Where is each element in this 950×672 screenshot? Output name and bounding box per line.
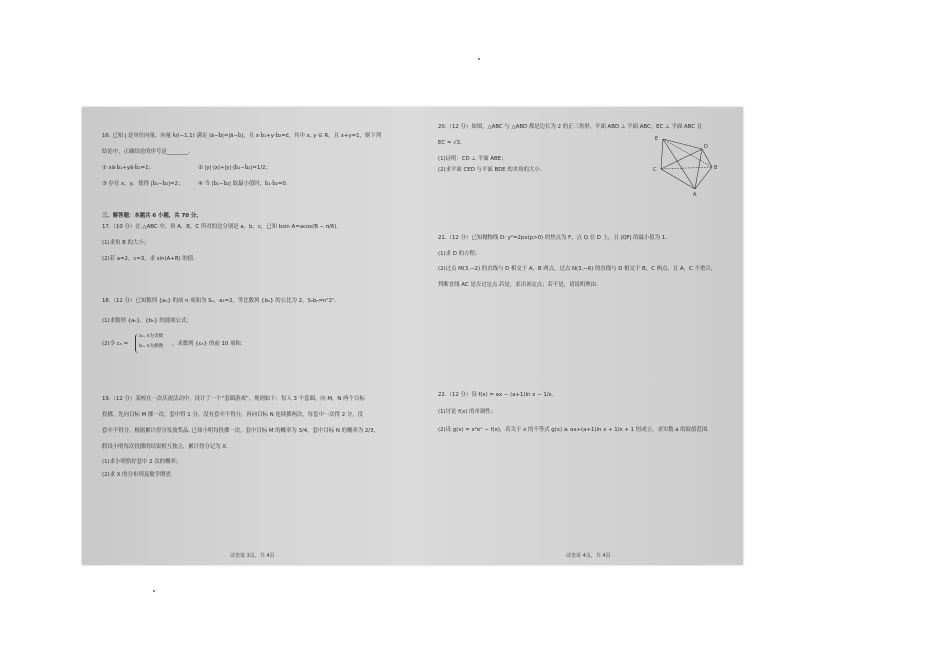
edge-ca <box>661 169 695 189</box>
q16-line2: 结论中，正确结论的序号是________. <box>102 149 190 155</box>
label-c: C <box>653 167 657 173</box>
q19-part2: (2)求 X 的分布列及数学期望. <box>102 472 173 478</box>
right-page-footer: 试卷第 4页，共 4页 <box>566 553 611 559</box>
q21-line1: 21.（12 分）已知抛物线 D: y²=2px(p>0) 的焦点为 F，点 Q 在 D 上，且 |QF| 的最小值为 1. <box>438 235 668 241</box>
q20-part2: (2)求平面 CED 与平面 BDE 的夹角的大小. <box>438 167 542 173</box>
q16-option-4: ④ 当 |b̄₁−b̄₂| 取最小值时，b̄₁·b̄₂=0. <box>198 181 288 187</box>
q19-line2: 投掷，先向目标 M 掷一次，套中得 1 分，没有套中不得分，再向目标 N 连续掷两次，每套中一次得 2 分，没 <box>102 412 364 418</box>
edge-ea <box>663 139 695 189</box>
edge-ba <box>695 167 712 189</box>
q18-case-odd: aₙ, n为奇数 <box>139 334 164 339</box>
edge-cd <box>661 149 702 169</box>
q20-line2: EC = √3. <box>438 140 462 146</box>
edge-db <box>702 149 712 167</box>
q19-line1: 19.（12 分）某校在一次庆祝活动中，设计了一个“套圈游戏”，规则如下：每人 3 个套圈，向 M，N 两个目标 <box>102 396 365 402</box>
q21-part1: (1)求 D 的方程； <box>438 251 481 257</box>
label-d: D <box>704 144 708 150</box>
scanned-exam-sheet <box>82 107 743 565</box>
q22-line1: 22.（12 分）设 f(x) = ax − (a+1)ln x − 1/x. <box>438 392 554 398</box>
q17-part1: (1)求角 B 的大小； <box>102 240 150 246</box>
speck-top <box>478 58 480 60</box>
q16-option-1: ① xā·b̄₁+yā·b̄₂=1； <box>102 165 154 171</box>
edge-da <box>695 149 702 189</box>
q20-part1: (1)证明：CD ⊥ 平面 ABE； <box>438 156 507 162</box>
label-b: B <box>714 165 718 171</box>
q16-option-2: ② |y|·|x|+|y|·|b̄₁−b̄₂|=1/2； <box>198 165 271 171</box>
q18-case-even: bₙ, n为偶数 <box>139 344 164 349</box>
q18-line1: 18.（12 分）已知数列 {aₙ} 的前 n 项和为 Sₙ，a₁=2，等比数列 {bₙ} 的公比为 2，Sₙbₙ=n²2ⁿ. <box>102 298 336 304</box>
edge-cb-hidden <box>661 167 712 169</box>
label-a: A <box>693 192 697 197</box>
speck-bottom <box>153 590 155 592</box>
q19-part1: (1)求小明恰好套中 2 次的概率； <box>102 459 182 465</box>
edge-ec <box>661 139 663 169</box>
edge-ed <box>663 139 702 149</box>
q18-part1: (1)求数列 {aₙ}，{bₙ} 的通项公式； <box>102 318 192 324</box>
label-e: E <box>655 136 659 142</box>
q22-part1: (1)讨论 f(x) 的单调性； <box>438 409 497 415</box>
q17-line1: 17.（10 分）在 △ABC 中，角 A，B，C 所对的边分别是 a，b，c，已知 bsin A=acos(B − π/6). <box>102 224 339 230</box>
q20-line1: 20.（12 分）如图，△ABC 与 △ABD 都是边长为 2 的正三角形，平面 ABD ⊥ 平面 ABC，EC ⊥ 平面 ABC 且 <box>438 124 703 130</box>
q21-part2-line2: 判断直线 AC 是否过定点.若是，求出该定点；若不是，请说明理由. <box>438 282 598 288</box>
section-3-heading: 三、解答题：本题共 6 小题，共 70 分。 <box>102 213 202 219</box>
left-page-footer: 试卷第 3页，共 4页 <box>230 553 275 559</box>
q18-part2-suffix: ，求数列 {cₙ} 的前 10 项和. <box>172 341 243 347</box>
q20-geometry-figure <box>652 133 724 197</box>
q16-line1: 16. 已知 j 是单位向量，向量 k̄(i−1,1) 满足 |ā−b̄|=|ā−b̄|，且 x·b̄₁+y·b̄₂=c̄，其中 x, y ∈ R，且 x+y=1，则下列 <box>102 133 382 139</box>
q17-part2: (2)若 a=2，c=3，求 sin(A+B) 的值. <box>102 256 195 262</box>
q18-part2-prefix: (2)令 cₙ = <box>102 341 129 347</box>
q22-part2: (2)设 g(x) = x²eˣ − f(x)，若关于 x 的不等式 g(x) ≥ ax+(a+1)ln x + 1/x + 1 恒成立，求实数 a 的取值范围. <box>438 427 709 433</box>
q19-line3: 套中不得分，根据累计得分发放奖品. 已知小明每投掷一次，套中目标 M 的概率为 3/4，套中目标 N 的概率为 2/3， <box>102 428 379 434</box>
q16-option-3: ③ 存在 x，y，使得 |b̄₁−b̄₂|=2； <box>102 181 184 187</box>
q19-line4: 假设小明每次投掷的结果相互独立，累计得分记为 X. <box>102 444 228 450</box>
q21-part2-line1: (2)过点 M(3,−2) 的直线与 D 相交于 A，B 两点，过点 N(3,−6) 的直线与 D 相交于 B，C 两点，且 A，C 不重合， <box>438 266 717 272</box>
